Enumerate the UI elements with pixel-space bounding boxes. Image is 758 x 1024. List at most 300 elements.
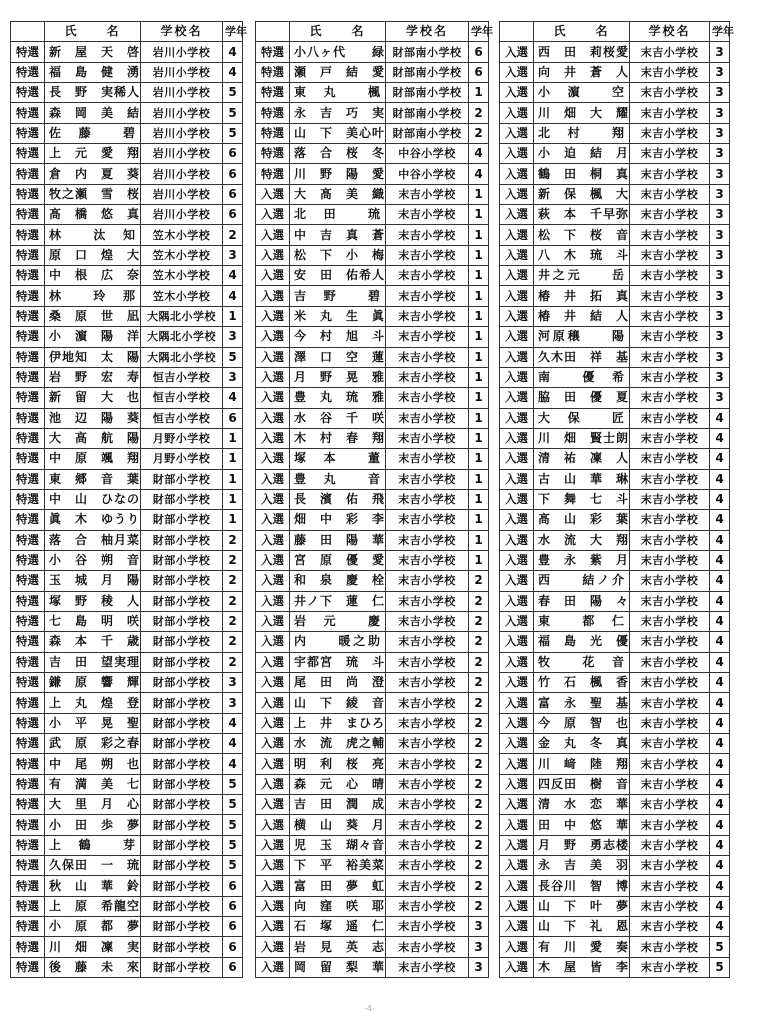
grade: 3 bbox=[710, 123, 730, 143]
award-category: 特選 bbox=[11, 367, 45, 387]
student-name: 山 下 叶 夢 bbox=[534, 896, 630, 916]
grade: 4 bbox=[710, 795, 730, 815]
table-row bbox=[256, 449, 489, 469]
school-name: 末吉小学校 bbox=[630, 713, 710, 733]
table-row bbox=[11, 530, 243, 550]
school-name: 岩川小学校 bbox=[141, 184, 223, 204]
table-row bbox=[500, 367, 730, 387]
school-name: 末吉小学校 bbox=[630, 591, 710, 611]
student-name: 児 玉 瑚々音 bbox=[290, 835, 386, 855]
student-name: 鶴 田 桐 真 bbox=[534, 164, 630, 184]
table-row bbox=[500, 103, 730, 123]
student-name: 山 下 礼 恩 bbox=[534, 917, 630, 937]
award-category: 入選 bbox=[256, 205, 290, 225]
grade: 6 bbox=[223, 917, 243, 937]
table-row bbox=[500, 225, 730, 245]
table-row bbox=[256, 591, 489, 611]
award-category: 特選 bbox=[11, 917, 45, 937]
award-category: 入選 bbox=[500, 428, 534, 448]
student-name: 萩 本 千早弥 bbox=[534, 205, 630, 225]
grade: 5 bbox=[710, 937, 730, 957]
award-category: 入選 bbox=[500, 917, 534, 937]
grade: 6 bbox=[223, 876, 243, 896]
school-name: 財部小学校 bbox=[141, 713, 223, 733]
school-name: 財部小学校 bbox=[141, 774, 223, 794]
student-name: 北 田 琉 bbox=[290, 205, 386, 225]
student-name: 吉 田 望実理 bbox=[45, 652, 141, 672]
table-row bbox=[500, 408, 730, 428]
table-row bbox=[11, 734, 243, 754]
grade: 4 bbox=[710, 632, 730, 652]
table-row bbox=[500, 184, 730, 204]
grade: 6 bbox=[469, 42, 489, 62]
table-row bbox=[256, 184, 489, 204]
award-category: 入選 bbox=[256, 611, 290, 631]
student-name: 月 野 勇志楼 bbox=[534, 835, 630, 855]
school-name: 末吉小学校 bbox=[386, 611, 469, 631]
school-name: 末吉小学校 bbox=[630, 815, 710, 835]
award-category: 入選 bbox=[500, 489, 534, 509]
school-name: 末吉小学校 bbox=[386, 550, 469, 570]
award-category: 入選 bbox=[500, 937, 534, 957]
table-row bbox=[256, 286, 489, 306]
school-name: 末吉小学校 bbox=[386, 266, 469, 286]
table-row bbox=[11, 693, 243, 713]
student-name: 有 満 美 七 bbox=[45, 774, 141, 794]
grade: 4 bbox=[710, 652, 730, 672]
award-category: 入選 bbox=[500, 225, 534, 245]
grade: 1 bbox=[469, 530, 489, 550]
table-row bbox=[500, 530, 730, 550]
table-row bbox=[500, 245, 730, 265]
student-name: 佐 藤 碧 bbox=[45, 123, 141, 143]
award-category: 入選 bbox=[256, 693, 290, 713]
table-row bbox=[11, 632, 243, 652]
roster-table-right bbox=[499, 21, 734, 978]
school-name: 末吉小学校 bbox=[630, 510, 710, 530]
grade: 3 bbox=[710, 42, 730, 62]
table-row bbox=[11, 957, 243, 977]
school-name: 末吉小学校 bbox=[630, 123, 710, 143]
award-category: 入選 bbox=[256, 856, 290, 876]
student-name: 石 塚 遥 仁 bbox=[290, 917, 386, 937]
school-name: 末吉小学校 bbox=[630, 62, 710, 82]
school-name: 末吉小学校 bbox=[630, 184, 710, 204]
award-category: 特選 bbox=[11, 774, 45, 794]
student-name: 山 下 美心叶 bbox=[290, 123, 386, 143]
grade: 3 bbox=[710, 225, 730, 245]
grade: 5 bbox=[223, 83, 243, 103]
table-row bbox=[500, 713, 730, 733]
student-name: 川 野 陽 愛 bbox=[290, 164, 386, 184]
award-category: 入選 bbox=[500, 571, 534, 591]
award-category: 入選 bbox=[256, 306, 290, 326]
table-row bbox=[11, 225, 243, 245]
table-row bbox=[256, 835, 489, 855]
grade: 4 bbox=[710, 571, 730, 591]
school-name: 末吉小学校 bbox=[386, 489, 469, 509]
student-name: 落 合 柚月菜 bbox=[45, 530, 141, 550]
school-name: 末吉小学校 bbox=[386, 184, 469, 204]
page-number: -4- bbox=[364, 1004, 375, 1013]
grade: 1 bbox=[469, 306, 489, 326]
award-category: 入選 bbox=[500, 876, 534, 896]
student-name: 松 下 桜 音 bbox=[534, 225, 630, 245]
grade: 4 bbox=[710, 754, 730, 774]
school-name: 末吉小学校 bbox=[630, 611, 710, 631]
award-category: 入選 bbox=[500, 286, 534, 306]
school-name: 末吉小学校 bbox=[630, 245, 710, 265]
school-name: 末吉小学校 bbox=[386, 530, 469, 550]
table-row bbox=[500, 917, 730, 937]
school-name: 末吉小学校 bbox=[386, 876, 469, 896]
award-category: 特選 bbox=[11, 103, 45, 123]
table-row bbox=[11, 571, 243, 591]
table-row bbox=[256, 632, 489, 652]
table-row bbox=[500, 388, 730, 408]
school-name: 財部小学校 bbox=[141, 856, 223, 876]
student-name: 岡 留 梨 華 bbox=[290, 957, 386, 977]
student-name: 小 谷 朔 音 bbox=[45, 550, 141, 570]
grade: 1 bbox=[469, 83, 489, 103]
table-row bbox=[256, 917, 489, 937]
table-row bbox=[500, 937, 730, 957]
student-name: 久木田 祥 基 bbox=[534, 347, 630, 367]
award-category: 特選 bbox=[11, 734, 45, 754]
student-name: 岩 見 英 志 bbox=[290, 937, 386, 957]
grade: 1 bbox=[469, 184, 489, 204]
award-category: 入選 bbox=[256, 713, 290, 733]
award-category: 入選 bbox=[500, 144, 534, 164]
grade: 4 bbox=[223, 266, 243, 286]
table-row bbox=[11, 388, 243, 408]
school-name: 末吉小学校 bbox=[630, 571, 710, 591]
grade: 4 bbox=[710, 734, 730, 754]
school-name: 月野小学校 bbox=[141, 449, 223, 469]
student-name: 桑 原 世 凪 bbox=[45, 306, 141, 326]
grade: 4 bbox=[710, 591, 730, 611]
award-category: 入選 bbox=[256, 510, 290, 530]
table-row bbox=[11, 245, 243, 265]
table-row bbox=[11, 123, 243, 143]
award-category: 入選 bbox=[256, 550, 290, 570]
table-row bbox=[11, 754, 243, 774]
table-row bbox=[11, 327, 243, 347]
table-row bbox=[256, 306, 489, 326]
grade: 4 bbox=[223, 754, 243, 774]
table-row bbox=[256, 408, 489, 428]
school-header: 学校名 bbox=[386, 22, 469, 42]
grade: 5 bbox=[710, 957, 730, 977]
student-name: 小 濵 空 bbox=[534, 83, 630, 103]
grade: 2 bbox=[469, 123, 489, 143]
school-name: 財部小学校 bbox=[141, 795, 223, 815]
student-name: 新 留 大 也 bbox=[45, 388, 141, 408]
school-name: 笠木小学校 bbox=[141, 286, 223, 306]
table-row bbox=[11, 489, 243, 509]
table-row bbox=[11, 428, 243, 448]
school-name: 末吉小学校 bbox=[630, 469, 710, 489]
table-row bbox=[11, 876, 243, 896]
table-row bbox=[11, 611, 243, 631]
table-row bbox=[11, 917, 243, 937]
award-category: 特選 bbox=[11, 693, 45, 713]
grade: 5 bbox=[223, 835, 243, 855]
award-category: 特選 bbox=[11, 428, 45, 448]
award-category: 特選 bbox=[11, 795, 45, 815]
table-row bbox=[500, 205, 730, 225]
student-name: 吉 田 潤 成 bbox=[290, 795, 386, 815]
student-name: 東 丸 楓 bbox=[290, 83, 386, 103]
header-row bbox=[256, 22, 489, 42]
grade: 4 bbox=[223, 42, 243, 62]
grade: 1 bbox=[469, 286, 489, 306]
table-row bbox=[11, 591, 243, 611]
grade: 1 bbox=[469, 449, 489, 469]
award-category: 入選 bbox=[256, 937, 290, 957]
table-row bbox=[256, 510, 489, 530]
grade: 3 bbox=[710, 286, 730, 306]
school-name: 末吉小学校 bbox=[386, 449, 469, 469]
table-row bbox=[11, 449, 243, 469]
grade: 1 bbox=[223, 489, 243, 509]
award-category: 特選 bbox=[256, 62, 290, 82]
grade: 1 bbox=[469, 428, 489, 448]
award-category: 入選 bbox=[500, 550, 534, 570]
grade: 5 bbox=[223, 795, 243, 815]
school-name: 末吉小学校 bbox=[630, 327, 710, 347]
school-name: 末吉小学校 bbox=[386, 652, 469, 672]
student-name: 中 吉 真 蒼 bbox=[290, 225, 386, 245]
school-name: 末吉小学校 bbox=[630, 693, 710, 713]
student-name: 南 優 希 bbox=[534, 367, 630, 387]
table-row bbox=[11, 856, 243, 876]
award-category: 入選 bbox=[256, 367, 290, 387]
student-name: 池 辺 陽 葵 bbox=[45, 408, 141, 428]
school-name: 財部小学校 bbox=[141, 611, 223, 631]
grade: 2 bbox=[469, 713, 489, 733]
school-name: 中谷小学校 bbox=[386, 144, 469, 164]
school-name: 末吉小学校 bbox=[386, 754, 469, 774]
grade: 6 bbox=[223, 205, 243, 225]
grade: 4 bbox=[710, 815, 730, 835]
award-category: 入選 bbox=[500, 632, 534, 652]
grade: 2 bbox=[469, 734, 489, 754]
grade: 3 bbox=[710, 184, 730, 204]
table-row bbox=[500, 550, 730, 570]
student-name: 井之元 岳 bbox=[534, 266, 630, 286]
student-name: 竹 石 楓 香 bbox=[534, 673, 630, 693]
student-name: 中 山 ひなの bbox=[45, 489, 141, 509]
table-row bbox=[11, 347, 243, 367]
grade: 2 bbox=[469, 611, 489, 631]
student-name: 林 汰 知 bbox=[45, 225, 141, 245]
grade: 2 bbox=[469, 673, 489, 693]
award-category: 入選 bbox=[256, 591, 290, 611]
table-row bbox=[11, 286, 243, 306]
school-name: 末吉小学校 bbox=[630, 876, 710, 896]
award-category: 特選 bbox=[11, 164, 45, 184]
award-category: 入選 bbox=[500, 856, 534, 876]
school-name: 末吉小学校 bbox=[630, 795, 710, 815]
table-row bbox=[500, 62, 730, 82]
school-name: 末吉小学校 bbox=[630, 673, 710, 693]
school-header: 学校名 bbox=[630, 22, 710, 42]
table-row bbox=[11, 469, 243, 489]
student-name: 上 原 希龍空 bbox=[45, 896, 141, 916]
school-name: 財部小学校 bbox=[141, 489, 223, 509]
student-name: 福 島 光 優 bbox=[534, 632, 630, 652]
name-header: 氏 名 bbox=[45, 22, 141, 42]
award-category: 特選 bbox=[11, 469, 45, 489]
school-name: 大隅北小学校 bbox=[141, 306, 223, 326]
student-name: 塚 本 董 bbox=[290, 449, 386, 469]
school-name: 財部小学校 bbox=[141, 550, 223, 570]
school-name: 末吉小学校 bbox=[386, 571, 469, 591]
grade: 3 bbox=[469, 957, 489, 977]
school-name: 末吉小学校 bbox=[630, 306, 710, 326]
grade: 2 bbox=[469, 774, 489, 794]
table-row bbox=[500, 266, 730, 286]
table-row bbox=[256, 571, 489, 591]
award-category: 入選 bbox=[500, 367, 534, 387]
award-category: 入選 bbox=[500, 835, 534, 855]
school-name: 大隅北小学校 bbox=[141, 327, 223, 347]
student-name: 倉 内 夏 葵 bbox=[45, 164, 141, 184]
student-name: 澤 口 空 蓮 bbox=[290, 347, 386, 367]
student-name: 中 根 広 奈 bbox=[45, 266, 141, 286]
student-name: 有 川 愛 奏 bbox=[534, 937, 630, 957]
student-name: 瀬 戸 結 愛 bbox=[290, 62, 386, 82]
student-name: 玉 城 月 陽 bbox=[45, 571, 141, 591]
school-name: 財部小学校 bbox=[141, 917, 223, 937]
table-row bbox=[256, 815, 489, 835]
award-category: 特選 bbox=[11, 835, 45, 855]
header-row bbox=[500, 22, 730, 42]
award-category: 特選 bbox=[11, 815, 45, 835]
grade: 2 bbox=[469, 856, 489, 876]
student-name: 椿 井 拓 真 bbox=[534, 286, 630, 306]
student-name: 藤 田 陽 華 bbox=[290, 530, 386, 550]
category-header bbox=[256, 22, 290, 42]
award-category: 入選 bbox=[256, 896, 290, 916]
school-name: 恒吉小学校 bbox=[141, 367, 223, 387]
grade: 5 bbox=[223, 123, 243, 143]
school-name: 末吉小学校 bbox=[630, 489, 710, 509]
grade: 1 bbox=[223, 428, 243, 448]
school-name: 末吉小学校 bbox=[630, 347, 710, 367]
table-row bbox=[256, 123, 489, 143]
table-row bbox=[500, 856, 730, 876]
grade-header: 学年 bbox=[710, 22, 730, 42]
table-row bbox=[256, 347, 489, 367]
student-name: 宇都宮 琉 斗 bbox=[290, 652, 386, 672]
grade: 3 bbox=[469, 917, 489, 937]
table-row bbox=[500, 876, 730, 896]
table-row bbox=[256, 367, 489, 387]
grade: 1 bbox=[469, 327, 489, 347]
student-name: 西 結ノ介 bbox=[534, 571, 630, 591]
school-name: 末吉小学校 bbox=[386, 205, 469, 225]
student-name: 和 泉 慶 栓 bbox=[290, 571, 386, 591]
grade: 3 bbox=[710, 327, 730, 347]
award-category: 入選 bbox=[500, 205, 534, 225]
award-category: 入選 bbox=[500, 713, 534, 733]
grade: 3 bbox=[223, 673, 243, 693]
grade: 2 bbox=[223, 591, 243, 611]
table-row bbox=[500, 652, 730, 672]
school-name: 末吉小学校 bbox=[630, 530, 710, 550]
grade: 4 bbox=[710, 489, 730, 509]
table-row bbox=[500, 673, 730, 693]
grade: 2 bbox=[223, 530, 243, 550]
grade: 4 bbox=[223, 62, 243, 82]
school-name: 財部小学校 bbox=[141, 815, 223, 835]
award-category: 入選 bbox=[256, 957, 290, 977]
award-category: 入選 bbox=[500, 42, 534, 62]
grade: 3 bbox=[710, 266, 730, 286]
award-category: 特選 bbox=[256, 123, 290, 143]
student-name: 富 田 夢 虹 bbox=[290, 876, 386, 896]
grade: 1 bbox=[469, 245, 489, 265]
table-row bbox=[256, 42, 489, 62]
table-row bbox=[500, 123, 730, 143]
award-category: 入選 bbox=[500, 673, 534, 693]
school-name: 末吉小学校 bbox=[386, 225, 469, 245]
student-name: 川 畑 大 耀 bbox=[534, 103, 630, 123]
school-name: 末吉小学校 bbox=[386, 957, 469, 977]
table-row bbox=[256, 489, 489, 509]
award-category: 入選 bbox=[256, 835, 290, 855]
table-row bbox=[11, 367, 243, 387]
grade: 3 bbox=[710, 347, 730, 367]
table-row bbox=[256, 225, 489, 245]
table-row bbox=[256, 896, 489, 916]
school-name: 恒吉小学校 bbox=[141, 388, 223, 408]
table-row bbox=[500, 774, 730, 794]
school-name: 末吉小学校 bbox=[630, 754, 710, 774]
table-row bbox=[11, 144, 243, 164]
table-row bbox=[11, 713, 243, 733]
student-name: 椿 井 結 人 bbox=[534, 306, 630, 326]
award-category: 入選 bbox=[500, 103, 534, 123]
award-category: 特選 bbox=[256, 103, 290, 123]
award-category: 特選 bbox=[11, 489, 45, 509]
school-name: 岩川小学校 bbox=[141, 123, 223, 143]
award-category: 特選 bbox=[11, 896, 45, 916]
grade: 4 bbox=[710, 530, 730, 550]
school-name: 末吉小学校 bbox=[386, 286, 469, 306]
school-name: 末吉小学校 bbox=[386, 774, 469, 794]
award-category: 入選 bbox=[500, 815, 534, 835]
student-name: 豊 丸 琉 雅 bbox=[290, 388, 386, 408]
student-name: 永 吉 美 羽 bbox=[534, 856, 630, 876]
table-row bbox=[500, 489, 730, 509]
school-name: 末吉小学校 bbox=[386, 937, 469, 957]
school-name: 財部小学校 bbox=[141, 693, 223, 713]
student-name: 田 中 悠 華 bbox=[534, 815, 630, 835]
award-category: 特選 bbox=[11, 876, 45, 896]
table-row bbox=[256, 164, 489, 184]
school-name: 財部小学校 bbox=[141, 896, 223, 916]
award-category: 特選 bbox=[11, 62, 45, 82]
award-category: 特選 bbox=[11, 856, 45, 876]
student-name: 岩 野 宏 寿 bbox=[45, 367, 141, 387]
award-category: 入選 bbox=[256, 225, 290, 245]
school-name: 財部南小学校 bbox=[386, 42, 469, 62]
school-name: 末吉小学校 bbox=[386, 306, 469, 326]
award-category: 入選 bbox=[256, 876, 290, 896]
